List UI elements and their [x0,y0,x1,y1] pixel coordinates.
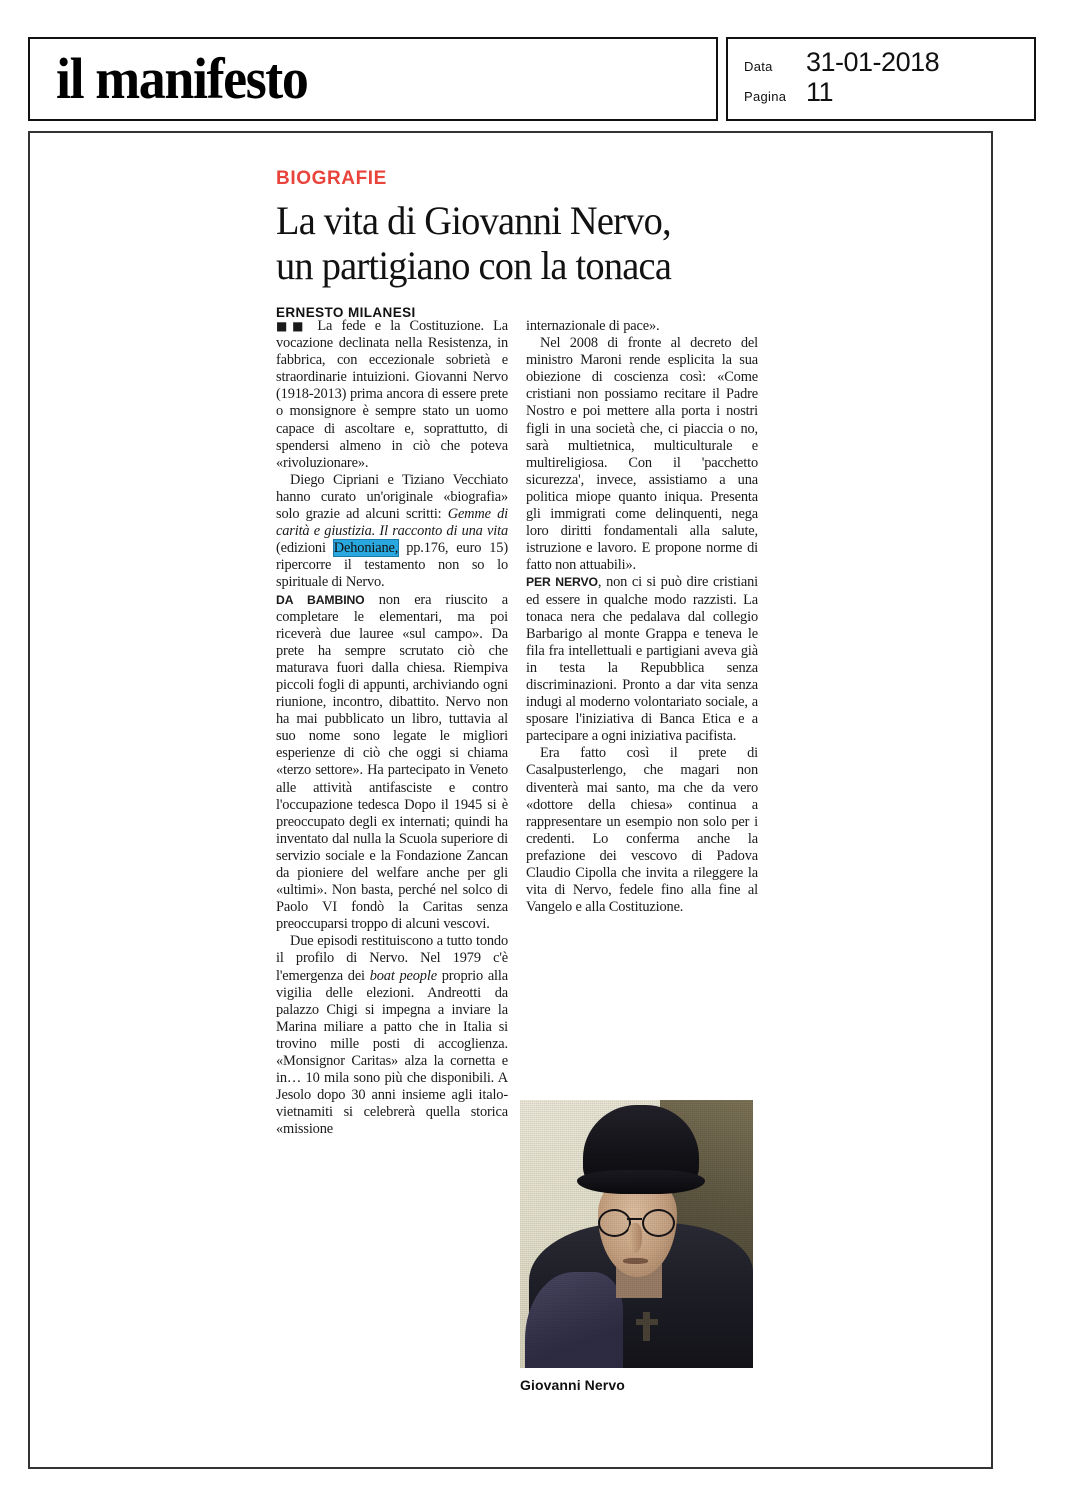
headline-line-2: un partigiano con la tonaca [276,242,672,288]
paragraph-text: (edizioni [276,540,334,557]
book-title-italic: Gemme di carità e giustizia. Il racconto di una vita [276,506,508,540]
clipping-metadata-box [726,37,1036,121]
italic-term: boat people [369,967,437,984]
photo-block [520,1100,753,1393]
photo-caption: Giovanni Nervo [520,1377,625,1393]
paragraph [276,472,508,592]
page-value: 11 [806,77,834,107]
masthead-box [28,37,718,121]
page-title [276,199,737,289]
metadata-row-page [744,79,1034,109]
paragraph [276,592,508,934]
article-head [276,168,756,327]
body-column-1 [276,318,508,1139]
metadata-row-date [744,49,1034,79]
clipping-header [28,37,1036,121]
paragraph [276,318,508,472]
body-column-2 [526,318,758,1139]
paragraph-text: Due episodi restituiscono a tutto tondo il profilo di Nervo. Nel 1979 c'è l'emergenza dei [276,933,508,984]
paragraph: Era fatto così il prete di Casalpusterlengo, che magari non diventerà mai santo, ma che da vero «dottore della chiesa» continua a rappresentare un esempio non solo per i credenti. Lo conferma anche la prefazione dei vescovo di Padova Claudio Cipolla che invita a rileggere la vita di Nervo, fedele fino alla fine al Vangelo e alla Costituzione. [526,745,758,916]
paragraph-lead-in: DA BAMBINO [276,592,365,607]
article-body-columns [276,318,758,1139]
paragraph-text: non era riuscito a completare le elementari, ma poi riceverà due lauree «sul campo». Da prete ha sempre scrutato ciò che maturava fuori dalla chiesa. Riempiva piccoli fogli di appunti, archiviando ogni riunione, incontro, dibattito. Nervo non ha mai pubblicato un libro, tuttavia al suo nome sono legate le migliori esperienze di ciò che oggi si chiama «terzo settore». Ha partecipato in Veneto alle attività antifasciste e contro l'occupazione tedesca Dopo il 1945 si è preoccupato degli ex internati; quindi ha inventato dal nulla la Scuola superiore di servizio sociale e la Fondazione Zancan da pioniere del welfare anche per gli «ultimi». Non basta, perché nel solco di Paolo VI fondò la Caritas senza preoccuparsi troppo di alcuni vescovi. [276,591,508,933]
paragraph [526,574,758,745]
paragraph: internazionale di pace». [526,318,660,334]
byline: ERNESTO MILANESI [276,304,416,320]
paragraph-text: Diego Cipriani e Tiziano Vecchiato hanno curato un'originale «biografia» solo grazie ad alcuni scritti: [276,471,508,523]
paragraph: Nel 2008 di fronte al decreto del ministro Maroni rende esplicita la sua obiezione di coscienza così: «Come cristiani non possiamo recitare il Padre Nostro e poi mettere alla porta i nostri figli in una società che, ci piaccia o no, sarà multietnica, multiculturale e multireligiosa. Con il 'pacchetto sicurezza', invece, assistiamo a una politica miope quanto iniqua. Presenta gli immigrati come delinquenti, nega loro diritti fondamentali alla salute, istruzione e lavoro. E propone norme di fatto non attuabili». [526,335,758,574]
ornament-glyph: ■■ [276,319,309,333]
page-label: Pagina [744,89,787,104]
date-label: Data [744,59,773,74]
photo-halftone-grain [520,1100,753,1368]
highlighted-text: Dehoniane, [333,540,399,557]
headline-line-1: La vita di Giovanni Nervo, [276,198,671,243]
paragraph-text: , non ci si può dire cristiani ed essere in qualche modo razzisti. La tonaca nera che pedalava dal collegio Barbarigo al monte Grappa e teneva le fila fra intellettuali e partigiani aveva già in testa la Repubblica senza discriminazioni. Pronto a dar vita senza indugi al moderno volontariato sociale, a sposare l'iniziativa di Banca Etica e a partecipare a ogni iniziativa pacifista. [526,574,758,745]
paragraph [276,933,508,1138]
masthead-title: il manifesto [56,46,308,111]
paragraph-text: pp.176, euro 15) ripercorre il testamento non so lo spirituale di Nervo. [276,540,508,591]
portrait-photo [520,1100,753,1368]
paragraph-text: proprio alla vigilia delle elezioni. Andreotti da palazzo Chigi si impegna a inviare la Marina miliare a patto che in Italia si trovino mille posti di accoglienza. «Monsignor Caritas» alza la cornetta e in… 10 mila sono più che disponibili. A Jesolo dopo 30 anni insieme agli italo-vietnamiti si celebrerà quella storica «missione [276,967,508,1138]
date-value: 31-01-2018 [806,47,940,77]
paragraph-lead-in: PER NERVO [526,575,598,590]
section-kicker: BIOGRAFIE [276,168,387,189]
paragraph-text: La fede e la Costituzione. La vocazione declinata nella Resistenza, in fabbrica, con eccezionale sobrietà e straordinarie intuizioni. Giovanni Nervo (1918-2013) prima ancora di essere prete o monsignore è sempre stato un uomo capace di ascoltare e, soprattutto, di spendersi almeno in ciò che poteva «rivoluzionare». [276,318,508,471]
